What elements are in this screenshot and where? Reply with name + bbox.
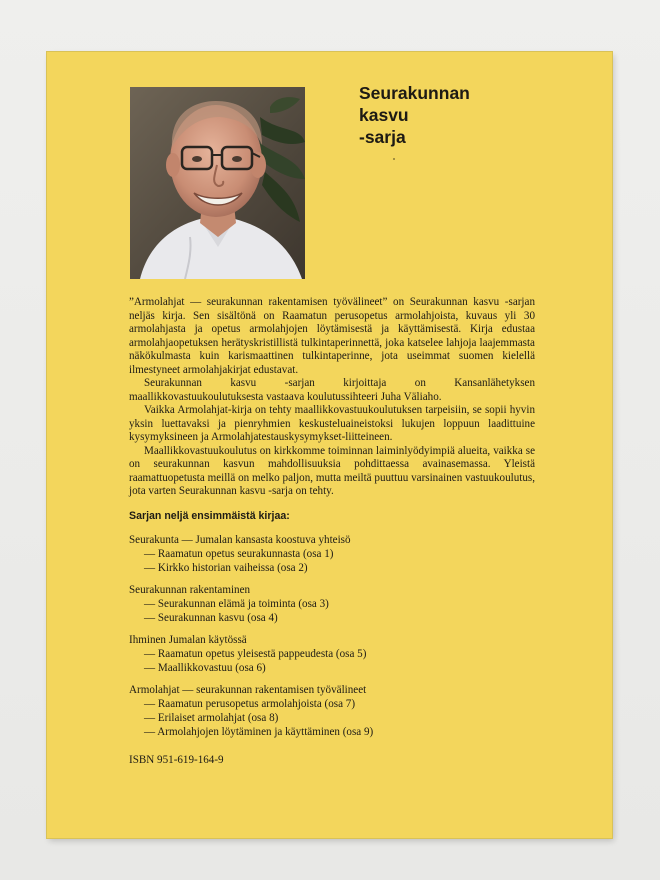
book-part: — Kirkko historian vaiheissa (osa 2): [144, 561, 308, 574]
book-part: — Seurakunnan elämä ja toiminta (osa 3): [144, 597, 329, 610]
book-part: — Raamatun opetus seurakunnasta (osa 1): [144, 547, 334, 560]
series-title: [359, 82, 470, 148]
training-paragraph: Maallikkovastuukoulutus on kirkkomme toiminnan laiminlyödyimpiä alueita, vaikka se on seurakunnan kasvun mahdollisuuksia pohdittaessa avainasemassa. Yleistä raamattuopetusta meillä on melko paljon, mutta meiltä puuttuu varsinainen vastuukoulutus, jota varten Seurakunnan kasvu -sarja on tehty.: [129, 444, 535, 497]
book-back-cover: [47, 52, 612, 838]
isbn: ISBN 951-619-164-9: [129, 753, 224, 766]
book-part: — Erilaiset armolahjat (osa 8): [144, 711, 279, 724]
book-part: — Maallikkovastuu (osa 6): [144, 661, 266, 674]
series-title-line: Seurakunnan: [359, 83, 470, 103]
book-part: — Raamatun perusopetus armolahjoista (osa 7): [144, 697, 356, 710]
book-part: — Seurakunnan kasvu (osa 4): [144, 611, 278, 624]
book-group-title: Seurakunnan rakentaminen: [129, 583, 251, 596]
print-speck: [393, 158, 395, 160]
back-cover-text: [129, 296, 535, 767]
book-group: [129, 583, 535, 625]
series-title-line: kasvu: [359, 105, 409, 125]
author-portrait-image: [130, 87, 305, 279]
book-group-title: Ihminen Jumalan käytössä: [129, 633, 247, 646]
book-part: — Raamatun opetus yleisestä pappeudesta (osa 5): [144, 647, 367, 660]
book-group-title: Armolahjat — seurakunnan rakentamisen työvälineet: [129, 683, 367, 696]
series-title-line: -sarja: [359, 127, 406, 147]
author-paragraph: Seurakunnan kasvu -sarjan kirjoittaja on Kansanlähetyksen maallikkovastuukoulutuksesta vastaava koulutussihteeri Juha Väliaho.: [129, 377, 535, 403]
author-photo: [130, 87, 305, 279]
books-list-heading: Sarjan neljä ensimmäistä kirjaa:: [129, 509, 290, 522]
book-group: [129, 683, 535, 739]
book-group: [129, 533, 535, 575]
description-paragraph: ”Armolahjat — seurakunnan rakentamisen työvälineet” on Seurakunnan kasvu -sarjan neljäs kirja. Sen sisältönä on Raamatun perusopetus armolahjoista, kuvaus yli 30 armolahjasta ja opetus armolahjojen löytämisestä ja käyttämisestä. Kirja edustaa armolahjaopetuksen herätyskristillistä tulkintaperinnettä, joka katselee lahjoja laajemmasta näkökulmasta kuin karismaattinen tulkintaperinne, jota useimmat suomen kielellä ilmestyneet armolahjakirjat edustavat.: [129, 296, 535, 376]
book-group: [129, 633, 535, 675]
usage-paragraph: Vaikka Armolahjat-kirja on tehty maallikkovastuukoulutuksen tarpeisiin, se sopii hyvin yksin luettavaksi ja pienryhmien keskusteluaineistoksi lukujen loppuun laadittuine kysymyksineen ja Armolahjatestauskysymykset-liitteineen.: [129, 404, 535, 443]
book-part: — Armolahjojen löytäminen ja käyttäminen (osa 9): [144, 725, 374, 738]
book-group-title: Seurakunta — Jumalan kansasta koostuva yhteisö: [129, 533, 351, 546]
